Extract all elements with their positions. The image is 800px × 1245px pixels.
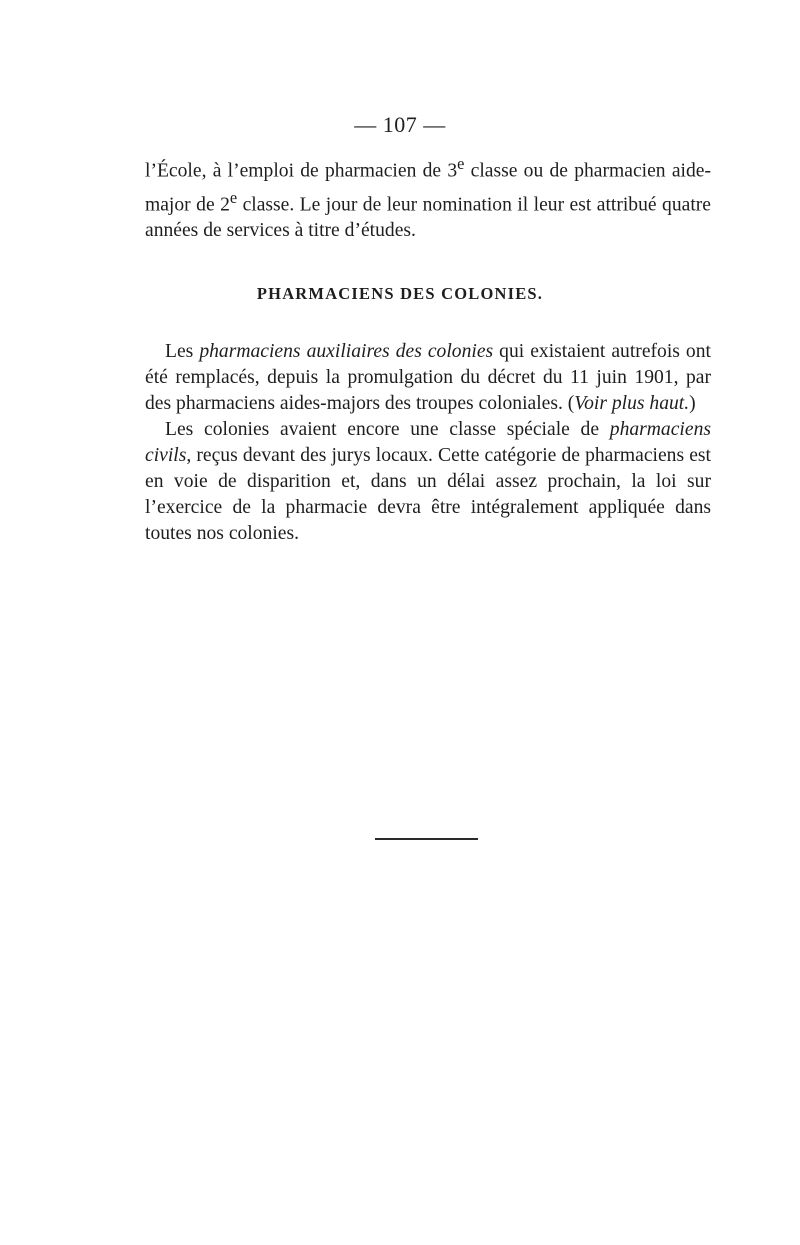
text-run: , reçus devant des jurys locaux. Cette catégorie de pharmaciens est en voie de disparition et, dans un délai assez prochain, la loi sur l’exercice de la pharmacie devra être intégralement appliquée dans toutes nos colonies. bbox=[145, 445, 711, 544]
italic-reference: Voir plus haut. bbox=[574, 393, 690, 414]
text-run: Les colonies avaient encore une classe spéciale de bbox=[165, 419, 610, 440]
continued-paragraph bbox=[145, 151, 711, 244]
superscript-ordinal: e bbox=[457, 154, 465, 173]
text-run: ) bbox=[689, 393, 696, 414]
italic-term: pharmaciens auxiliaires des colonies bbox=[199, 341, 494, 362]
superscript-ordinal: e bbox=[229, 187, 238, 207]
section-body bbox=[145, 339, 711, 547]
continued-paragraph-text bbox=[145, 151, 711, 244]
section-heading: PHARMACIENS DES COLONIES. bbox=[256, 284, 544, 303]
text-run: classe ou de pharmacien aide-major de 2 bbox=[145, 160, 711, 216]
paragraph-auxiliaires bbox=[145, 339, 711, 417]
end-rule bbox=[375, 838, 478, 840]
text-run: qui existaient autrefois ont été remplacés, depuis la promulgation du décret du 11 juin 1901, par des pharmaciens aides-majors des troupes coloniales. ( bbox=[145, 341, 711, 414]
text-run: l’École, à l’emploi de pharmacien de 3 bbox=[145, 160, 458, 182]
text-run: classe. Le jour de leur nomination il leur est attribué quatre années de services à titre d’études. bbox=[145, 194, 711, 242]
text-run: Les bbox=[165, 341, 200, 362]
paragraph-civils bbox=[145, 417, 711, 547]
page-number: — 107 — bbox=[354, 112, 446, 137]
italic-term: pharmaciens civils bbox=[145, 419, 711, 466]
